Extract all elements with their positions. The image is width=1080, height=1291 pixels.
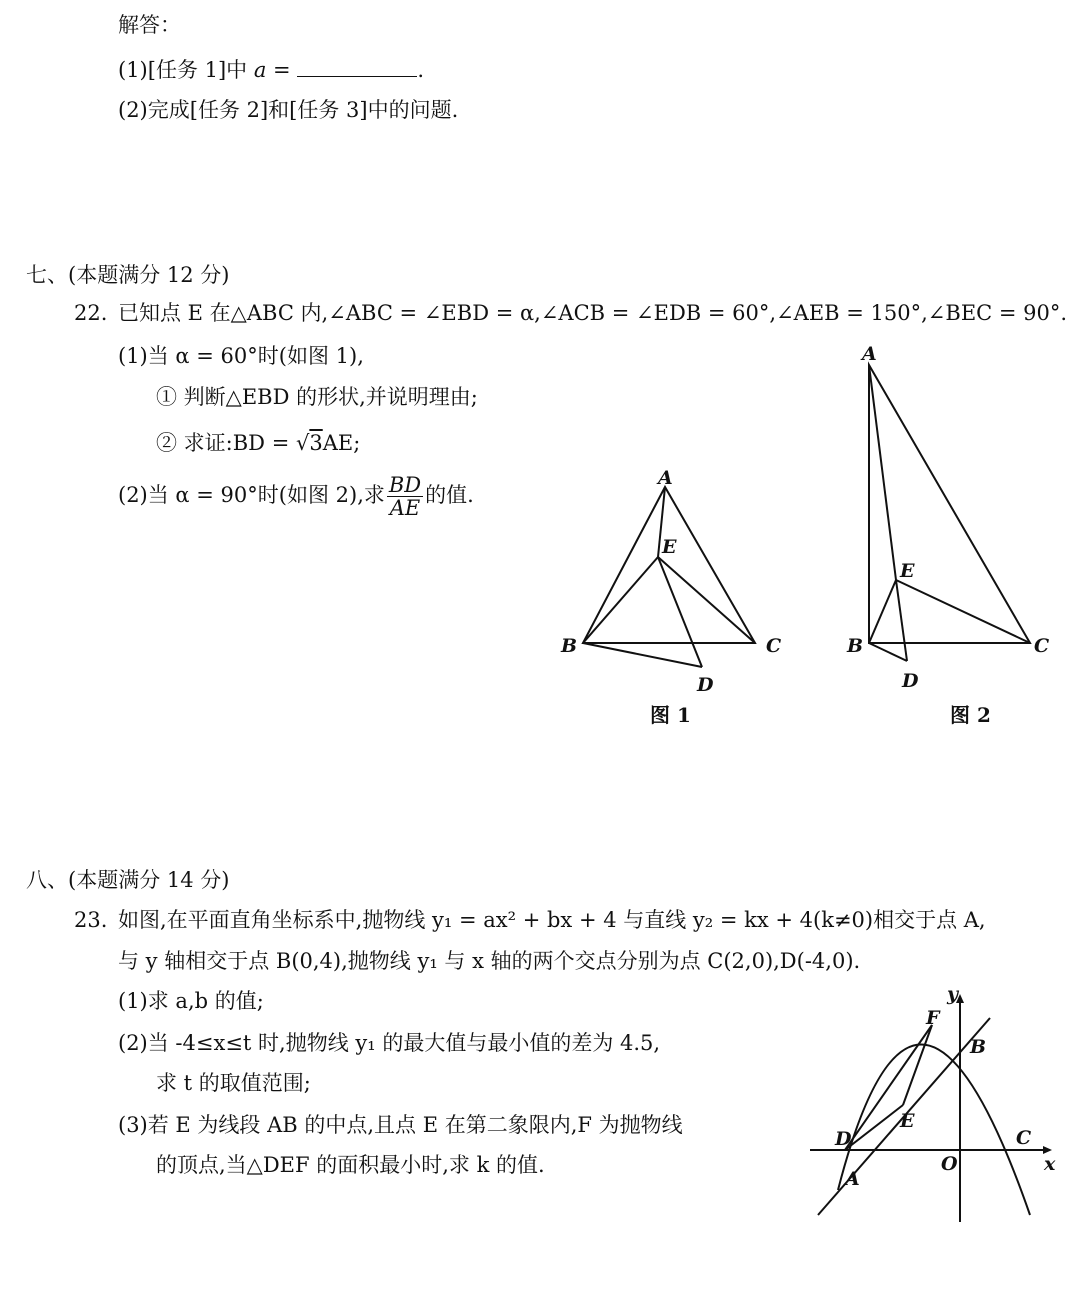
graph-label-a: A — [845, 1168, 860, 1190]
q22-part1b-prefix: ② 求证:BD = — [156, 431, 296, 455]
segment-ce-1 — [658, 557, 755, 643]
graph-label-c: C — [1016, 1127, 1032, 1149]
triangle-abc-2 — [869, 365, 1030, 643]
fig2-label-c: C — [1034, 635, 1050, 657]
parabola-y1 — [838, 1045, 1030, 1215]
graph-label-x: x — [1044, 1153, 1056, 1175]
q23-part1: (1)求 a,b 的值; — [118, 989, 264, 1013]
fraction-numerator: BD — [388, 473, 422, 497]
segment-be-2 — [869, 580, 896, 643]
answer-heading: 解答： — [118, 13, 181, 37]
segment-df — [845, 1025, 932, 1150]
fig2-label-e: E — [900, 560, 915, 582]
fig2-label-a: A — [862, 343, 877, 365]
q23-part2-line2: 求 t 的取值范围; — [156, 1071, 311, 1095]
graph-label-o: O — [941, 1153, 958, 1175]
segment-ef — [903, 1025, 932, 1105]
fig1-label-d: D — [697, 674, 714, 696]
fraction-denominator: AE — [389, 496, 421, 520]
graph-label-b: B — [970, 1036, 987, 1058]
answer-q1-eq: = — [266, 58, 298, 82]
q22-part1b-suffix: AE; — [322, 431, 361, 455]
fig1-label-b: B — [561, 635, 578, 657]
section-8-header: 八、(本题满分 14 分) — [26, 868, 230, 892]
graph-label-y: y — [947, 983, 959, 1005]
q23-part3-line2: 的顶点,当△DEF 的面积最小时,求 k 的值. — [156, 1153, 545, 1177]
q22-stem: 已知点 E 在△ABC 内,∠ABC = ∠EBD = α,∠ACB = ∠EDB = 60°,∠AEB = 150°,∠BEC = 90°. — [118, 301, 1068, 325]
figure-1-lines — [583, 487, 755, 667]
q23-part2-line1: (2)当 -4≤x≤t 时,抛物线 y₁ 的最大值与最小值的差为 4.5, — [118, 1031, 661, 1055]
q23-line2: 与 y 轴相交于点 B(0,4),抛物线 y₁ 与 x 轴的两个交点分别为点 C(2,0),D(-4,0). — [118, 949, 861, 973]
answer-q2: (2)完成[任务 2]和[任务 3]中的问题. — [118, 98, 459, 122]
q22-part2-suffix: 的值. — [425, 483, 474, 507]
fig2-label-d: D — [902, 670, 919, 692]
fig2-label-b: B — [847, 635, 864, 657]
fig1-label-c: C — [766, 635, 782, 657]
segment-ed-2 — [896, 580, 907, 661]
graph-label-e: E — [900, 1110, 915, 1132]
fig1-label-a: A — [658, 467, 673, 489]
q22-number: 22. — [74, 301, 108, 325]
answer-q1-prefix: (1)[任务 1]中 — [118, 58, 254, 82]
section-7-header: 七、(本题满分 12 分) — [26, 263, 230, 287]
q22-sqrt-value: 3 — [309, 431, 323, 455]
q22-part1a: ① 判断△EBD 的形状,并说明理由; — [156, 385, 478, 409]
graph-label-f: F — [926, 1007, 940, 1029]
fig1-caption: 图 1 — [650, 703, 691, 727]
segment-ed-1 — [658, 557, 702, 667]
q22-part2-prefix: (2)当 α = 90°时(如图 2),求 — [118, 483, 385, 507]
q23-line1: 如图,在平面直角坐标系中,抛物线 y₁ = ax² + bx + 4 与直线 y₂ = kx + 4(k≠0)相交于点 A, — [118, 908, 986, 932]
graph-label-d: D — [835, 1128, 852, 1150]
q22-part1: (1)当 α = 60°时(如图 1), — [118, 344, 364, 368]
figure-2-lines — [869, 365, 1030, 661]
segment-bd-1 — [583, 643, 702, 667]
q22-part1b: ② 求证:BD = √3AE; — [156, 431, 361, 455]
answer-q1-var: a — [253, 58, 267, 82]
fig1-label-e: E — [662, 536, 677, 558]
segment-bd-2 — [869, 643, 907, 661]
fig2-caption: 图 2 — [950, 703, 991, 727]
answer-q1-end: . — [417, 58, 425, 82]
segment-ae-2 — [869, 365, 896, 580]
segment-ce-2 — [896, 580, 1030, 643]
q23-number: 23. — [74, 908, 108, 932]
q23-part3-line1: (3)若 E 为线段 AB 的中点,且点 E 在第二象限内,F 为抛物线 — [118, 1113, 683, 1137]
